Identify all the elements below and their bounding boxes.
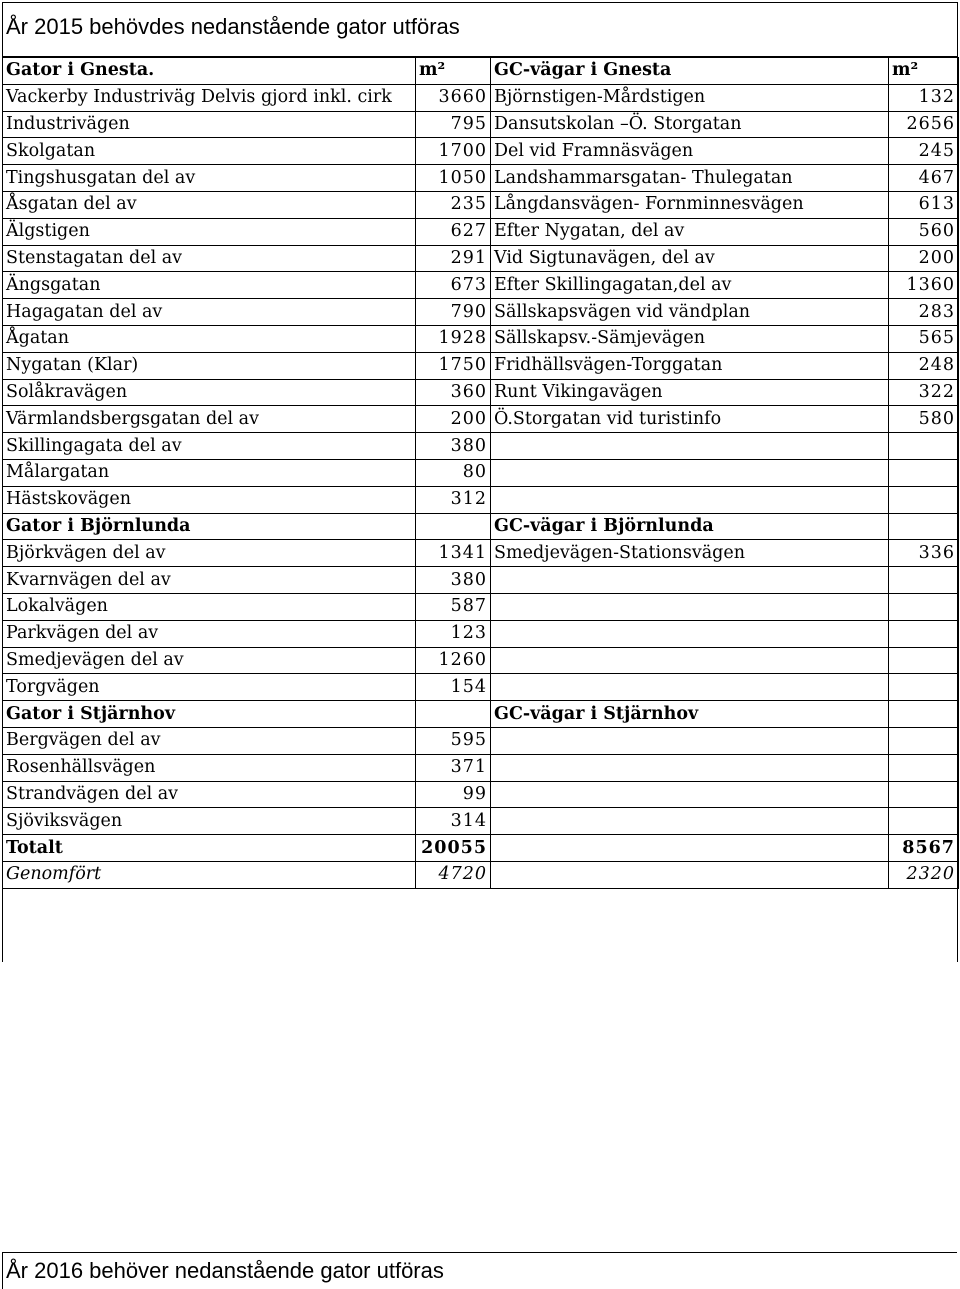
street-area: 291	[416, 245, 491, 272]
street-name: Parkvägen del av	[3, 620, 416, 647]
street-area: 790	[416, 299, 491, 326]
section-header-stjarnhov	[3, 701, 959, 728]
table-row	[3, 486, 959, 513]
header-blank	[416, 701, 491, 728]
path-area: 248	[889, 352, 959, 379]
street-name: Strandvägen del av	[3, 781, 416, 808]
path-area: 336	[889, 540, 959, 567]
street-name: Nygatan (Klar)	[3, 352, 416, 379]
path-name	[491, 486, 889, 513]
path-name: Sällskapsvägen vid vändplan	[491, 299, 889, 326]
path-area: 2656	[889, 111, 959, 138]
street-name: Smedjevägen del av	[3, 647, 416, 674]
street-name: Vackerby Industriväg Delvis gjord inkl. cirk	[3, 84, 416, 111]
totals-blank	[491, 835, 889, 862]
header-blank	[889, 701, 959, 728]
header-streets-stjarnhov: Gator i Stjärnhov	[3, 701, 416, 728]
heading-2016: År 2016 behöver nedanstående gator utföras	[6, 1258, 444, 1283]
street-name: Tingshusgatan del av	[3, 165, 416, 192]
header-paths-gnesta: GC-vägar i Gnesta	[491, 58, 889, 85]
path-name: Smedjevägen-Stationsvägen	[491, 540, 889, 567]
path-name	[491, 647, 889, 674]
street-area: 1928	[416, 325, 491, 352]
path-area: 467	[889, 165, 959, 192]
street-area: 314	[416, 808, 491, 835]
path-name	[491, 781, 889, 808]
street-area: 1260	[416, 647, 491, 674]
path-area	[889, 808, 959, 835]
header-streets-gnesta: Gator i Gnesta.	[3, 58, 416, 85]
done-label: Genomfört	[3, 861, 416, 888]
table-row	[3, 299, 959, 326]
path-area	[889, 754, 959, 781]
street-name: Älgstigen	[3, 218, 416, 245]
street-area: 360	[416, 379, 491, 406]
path-name: Ö.Storgatan vid turistinfo	[491, 406, 889, 433]
street-area: 1750	[416, 352, 491, 379]
header-blank	[889, 513, 959, 540]
street-name: Skolgatan	[3, 138, 416, 165]
table-row	[3, 433, 959, 460]
table-row	[3, 111, 959, 138]
table-row	[3, 540, 959, 567]
header-area-unit: m²	[416, 58, 491, 85]
table-row	[3, 218, 959, 245]
path-area: 613	[889, 191, 959, 218]
path-name	[491, 433, 889, 460]
path-area: 1360	[889, 272, 959, 299]
table-row	[3, 567, 959, 594]
street-name: Stenstagatan del av	[3, 245, 416, 272]
street-area: 627	[416, 218, 491, 245]
street-name: Sjöviksvägen	[3, 808, 416, 835]
street-name: Björkvägen del av	[3, 540, 416, 567]
path-name	[491, 459, 889, 486]
street-name: Industrivägen	[3, 111, 416, 138]
table-row	[3, 325, 959, 352]
table-row	[3, 165, 959, 192]
street-area: 99	[416, 781, 491, 808]
path-area: 200	[889, 245, 959, 272]
street-area: 371	[416, 754, 491, 781]
path-name: Dansutskolan –Ö. Storgatan	[491, 111, 889, 138]
path-name	[491, 727, 889, 754]
table-row	[3, 808, 959, 835]
street-name: Kvarnvägen del av	[3, 567, 416, 594]
path-name	[491, 593, 889, 620]
street-area: 673	[416, 272, 491, 299]
path-area	[889, 459, 959, 486]
table-row	[3, 459, 959, 486]
path-name: Fridhällsvägen-Torggatan	[491, 352, 889, 379]
table-row	[3, 593, 959, 620]
street-name: Åsgatan del av	[3, 191, 416, 218]
street-area: 235	[416, 191, 491, 218]
path-name	[491, 808, 889, 835]
header-streets-bjornlunda: Gator i Björnlunda	[3, 513, 416, 540]
path-area	[889, 433, 959, 460]
table-row	[3, 781, 959, 808]
path-area: 245	[889, 138, 959, 165]
street-area: 587	[416, 593, 491, 620]
table-row	[3, 727, 959, 754]
street-area: 380	[416, 433, 491, 460]
street-area: 3660	[416, 84, 491, 111]
street-name: Ågatan	[3, 325, 416, 352]
table-row	[3, 674, 959, 701]
path-area	[889, 567, 959, 594]
street-name: Värmlandsbergsgatan del av	[3, 406, 416, 433]
path-name: Vid Sigtunavägen, del av	[491, 245, 889, 272]
street-area: 154	[416, 674, 491, 701]
table-row	[3, 138, 959, 165]
totals-paths: 8567	[889, 835, 959, 862]
streets-table	[2, 57, 959, 889]
done-streets: 4720	[416, 861, 491, 888]
street-name: Skillingagata del av	[3, 433, 416, 460]
table-row	[3, 379, 959, 406]
path-area	[889, 620, 959, 647]
street-area: 1341	[416, 540, 491, 567]
totals-row	[3, 835, 959, 862]
path-name: Efter Nygatan, del av	[491, 218, 889, 245]
street-area: 312	[416, 486, 491, 513]
street-name: Hästskovägen	[3, 486, 416, 513]
header-area-unit: m²	[889, 58, 959, 85]
street-name: Solåkravägen	[3, 379, 416, 406]
street-name: Rosenhällsvägen	[3, 754, 416, 781]
table-row	[3, 191, 959, 218]
path-area	[889, 593, 959, 620]
street-area: 1050	[416, 165, 491, 192]
path-area: 322	[889, 379, 959, 406]
table-header-row	[3, 58, 959, 85]
table-row	[3, 245, 959, 272]
path-area	[889, 647, 959, 674]
path-area	[889, 486, 959, 513]
street-name: Torgvägen	[3, 674, 416, 701]
path-name: Efter Skillingagatan,del av	[491, 272, 889, 299]
table-row	[3, 647, 959, 674]
table-row	[3, 754, 959, 781]
street-name: Lokalvägen	[3, 593, 416, 620]
street-name: Hagagatan del av	[3, 299, 416, 326]
path-name	[491, 674, 889, 701]
path-area: 283	[889, 299, 959, 326]
header-paths-bjornlunda: GC-vägar i Björnlunda	[491, 513, 889, 540]
path-area: 560	[889, 218, 959, 245]
path-name	[491, 567, 889, 594]
done-paths: 2320	[889, 861, 959, 888]
table-row	[3, 272, 959, 299]
totals-streets: 20055	[416, 835, 491, 862]
path-name: Långdansvägen- Fornminnesvägen	[491, 191, 889, 218]
table-row	[3, 84, 959, 111]
street-area: 123	[416, 620, 491, 647]
street-area: 80	[416, 459, 491, 486]
path-name: Del vid Framnäsvägen	[491, 138, 889, 165]
path-name: Landshammarsgatan- Thulegatan	[491, 165, 889, 192]
path-area: 132	[889, 84, 959, 111]
street-area: 795	[416, 111, 491, 138]
heading-2015: År 2015 behövdes nedanstående gator utföras	[6, 14, 460, 39]
table-row	[3, 352, 959, 379]
done-blank	[491, 861, 889, 888]
section-header-bjornlunda	[3, 513, 959, 540]
header-blank	[416, 513, 491, 540]
path-area: 580	[889, 406, 959, 433]
street-area: 380	[416, 567, 491, 594]
table-row	[3, 406, 959, 433]
path-name: Runt Vikingavägen	[491, 379, 889, 406]
street-name: Målargatan	[3, 459, 416, 486]
street-area: 1700	[416, 138, 491, 165]
path-area: 565	[889, 325, 959, 352]
done-row	[3, 861, 959, 888]
path-area	[889, 727, 959, 754]
path-name	[491, 754, 889, 781]
path-area	[889, 781, 959, 808]
path-name	[491, 620, 889, 647]
path-area	[889, 674, 959, 701]
totals-label: Totalt	[3, 835, 416, 862]
path-name: Sällskapsv.-Sämjevägen	[491, 325, 889, 352]
table-row	[3, 620, 959, 647]
street-area: 200	[416, 406, 491, 433]
street-name: Bergvägen del av	[3, 727, 416, 754]
street-area: 595	[416, 727, 491, 754]
header-paths-stjarnhov: GC-vägar i Stjärnhov	[491, 701, 889, 728]
street-name: Ängsgatan	[3, 272, 416, 299]
path-name: Björnstigen-Mårdstigen	[491, 84, 889, 111]
